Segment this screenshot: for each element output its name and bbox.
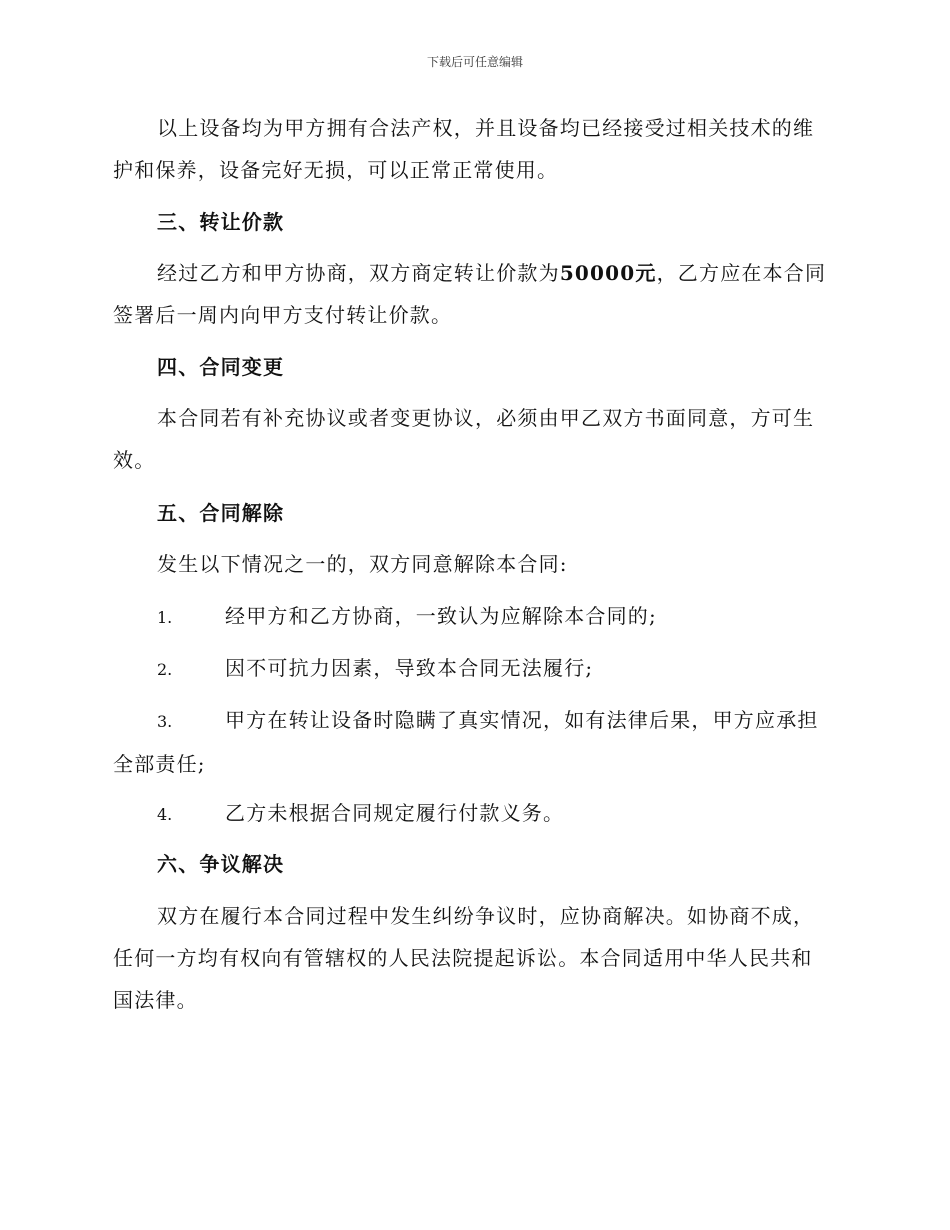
list-item-number: 4. — [157, 805, 173, 824]
list-item-number: 1. — [157, 608, 173, 627]
list-item-text: 甲方在转让设备时隐瞒了真实情况，如有法律后果，甲方应承担全部责任; — [113, 708, 819, 776]
page-header: 下载后可任意编辑 — [426, 55, 523, 69]
list-item — [113, 699, 833, 785]
price-amount: 50000元 — [559, 261, 657, 285]
list-item-text: 乙方未根据合同规定履行付款义务。 — [225, 801, 565, 825]
paragraph-contract-change: 本合同若有补充协议或者变更协议，必须由甲乙双方书面同意，方可生效。 — [113, 406, 815, 472]
list-item — [113, 792, 833, 836]
heading-contract-change: 四、合同变更 — [157, 355, 285, 379]
list-item-number: 3. — [157, 712, 173, 731]
price-text-a: 经过乙方和甲方协商，双方商定转让价款为 — [157, 261, 560, 285]
heading-contract-termination: 五、合同解除 — [157, 501, 285, 525]
paragraph-dispute-resolution: 双方在履行本合同过程中发生纠纷争议时，应协商解决。如协商不成，任何一方均有权向有管辖权的人民法院提起诉讼。本合同适用中华人民共和国法律。 — [113, 904, 815, 1012]
heading-transfer-price: 三、转让价款 — [157, 210, 285, 234]
paragraph-transfer-price — [113, 252, 833, 336]
list-item — [113, 595, 833, 639]
heading-dispute-resolution: 六、争议解决 — [157, 852, 285, 876]
paragraph-termination-intro: 发生以下情况之一的，双方同意解除本合同: — [157, 552, 568, 576]
paragraph-equipment-ownership: 以上设备均为甲方拥有合法产权，并且设备均已经接受过相关技术的维护和保养，设备完好无损，可以正常正常使用。 — [113, 116, 815, 182]
list-item-number: 2. — [157, 660, 173, 679]
list-item — [113, 647, 833, 691]
price-text-b: ，乙方应在本合同签署后一周内向甲方支付转让价款。 — [113, 261, 827, 327]
list-item-text: 因不可抗力因素，导致本合同无法履行; — [225, 656, 594, 680]
list-item-text: 经甲方和乙方协商，一致认为应解除本合同的; — [225, 604, 657, 628]
